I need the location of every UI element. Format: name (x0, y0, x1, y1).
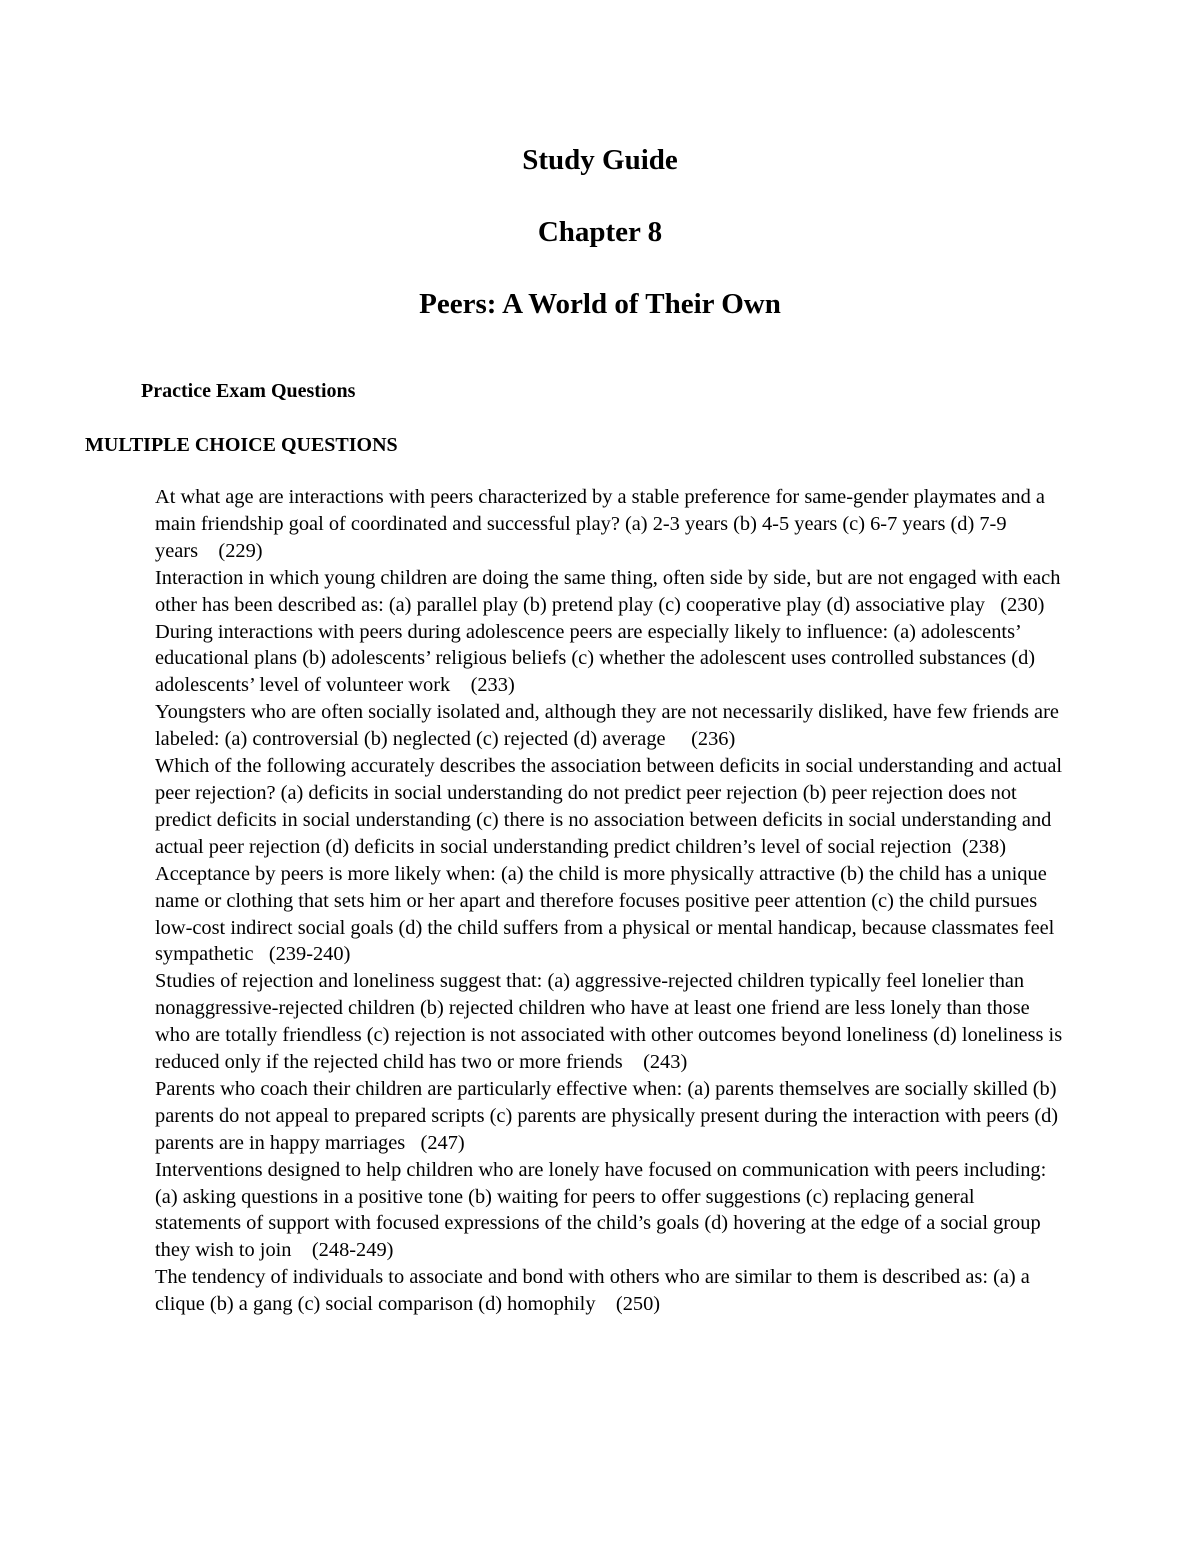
question-item (0, 565, 1065, 619)
chapter-heading: Chapter 8 (537, 216, 663, 248)
practice-exam-heading: Practice Exam Questions (141, 380, 356, 402)
question-text: Acceptance by peers is more likely when: (a) the child is more physically attractive (b) the child has a unique name or clothing that sets him or her apart and therefore focuses positive peer attention (c) the child pursues low-cost indirect social goals (d) the child suffers from a physical or mental handicap, because classmates feel sympathetic (239-240) (155, 862, 1055, 966)
question-item (0, 753, 1065, 861)
question-item (0, 1264, 1065, 1318)
document-title: Study Guide (522, 144, 678, 176)
question-item (0, 484, 1065, 565)
question-text: During interactions with peers during adolescence peers are especially likely to influence: (a) adolescents’ educational plans (b) adolescents’ religious beliefs (c) whether the adolescent uses controlled substances (d) adolescents’ level of volunteer work (233) (155, 620, 1036, 697)
question-item (0, 699, 1065, 753)
question-item (0, 619, 1065, 700)
question-item (0, 968, 1065, 1076)
question-text: Interventions designed to help children who are lonely have focused on communication with peers including: (a) asking questions in a positive tone (b) waiting for peers to offer suggestions (c) replacing general statements of support with focused expressions of the child’s goals (d) hovering at the edge of a social group they wish to join (248-249) (155, 1158, 1047, 1262)
question-list (0, 484, 1200, 1318)
question-text: At what age are interactions with peers characterized by a stable preference for same-gender playmates and a main friendship goal of coordinated and successful play? (a) 2-3 years (b) 4-5 years (c) 6-7 years (d) 7-9 years (229) (155, 486, 1045, 562)
question-text: Which of the following accurately describes the association between deficits in social understanding and actual peer rejection? (a) deficits in social understanding do not predict peer rejection (b) peer rejection does not predict deficits in social understanding (c) there is no association between deficits in social understanding and actual peer rejection (d) deficits in social understanding predict children’s level of social rejection (238) (155, 755, 1063, 858)
question-text: Youngsters who are often socially isolated and, although they are not necessarily disliked, have few friends are labeled: (a) controversial (b) neglected (c) rejected (d) average (236) (155, 701, 1059, 751)
question-text: Studies of rejection and loneliness suggest that: (a) aggressive-rejected children typically feel lonelier than nonaggressive-rejected children (b) rejected children who have at least one friend are less lonely than those who are totally friendless (c) rejection is not associated with other outcomes beyond loneliness (d) loneliness is reduced only if the rejected child has two or more friends (243) (155, 970, 1063, 1074)
question-text: Interaction in which young children are doing the same thing, often side by side, but are not engaged with each other has been described as: (a) parallel play (b) pretend play (c) cooperative play (d) associative play (230) (155, 566, 1061, 616)
multiple-choice-heading: MULTIPLE CHOICE QUESTIONS (85, 434, 398, 456)
chapter-subtitle: Peers: A World of Their Own (419, 288, 781, 320)
question-item (0, 861, 1065, 969)
question-text: The tendency of individuals to associate and bond with others who are similar to them is described as: (a) a clique (b) a gang (c) social comparison (d) homophily (250) (155, 1266, 1030, 1316)
question-text: Parents who coach their children are particularly effective when: (a) parents themselves are socially skilled (b) parents do not appeal to prepared scripts (c) parents are physically present during the interaction with peers (d) parents are in happy marriages (247) (155, 1077, 1059, 1154)
question-item (0, 1157, 1065, 1265)
question-item (0, 1076, 1065, 1157)
